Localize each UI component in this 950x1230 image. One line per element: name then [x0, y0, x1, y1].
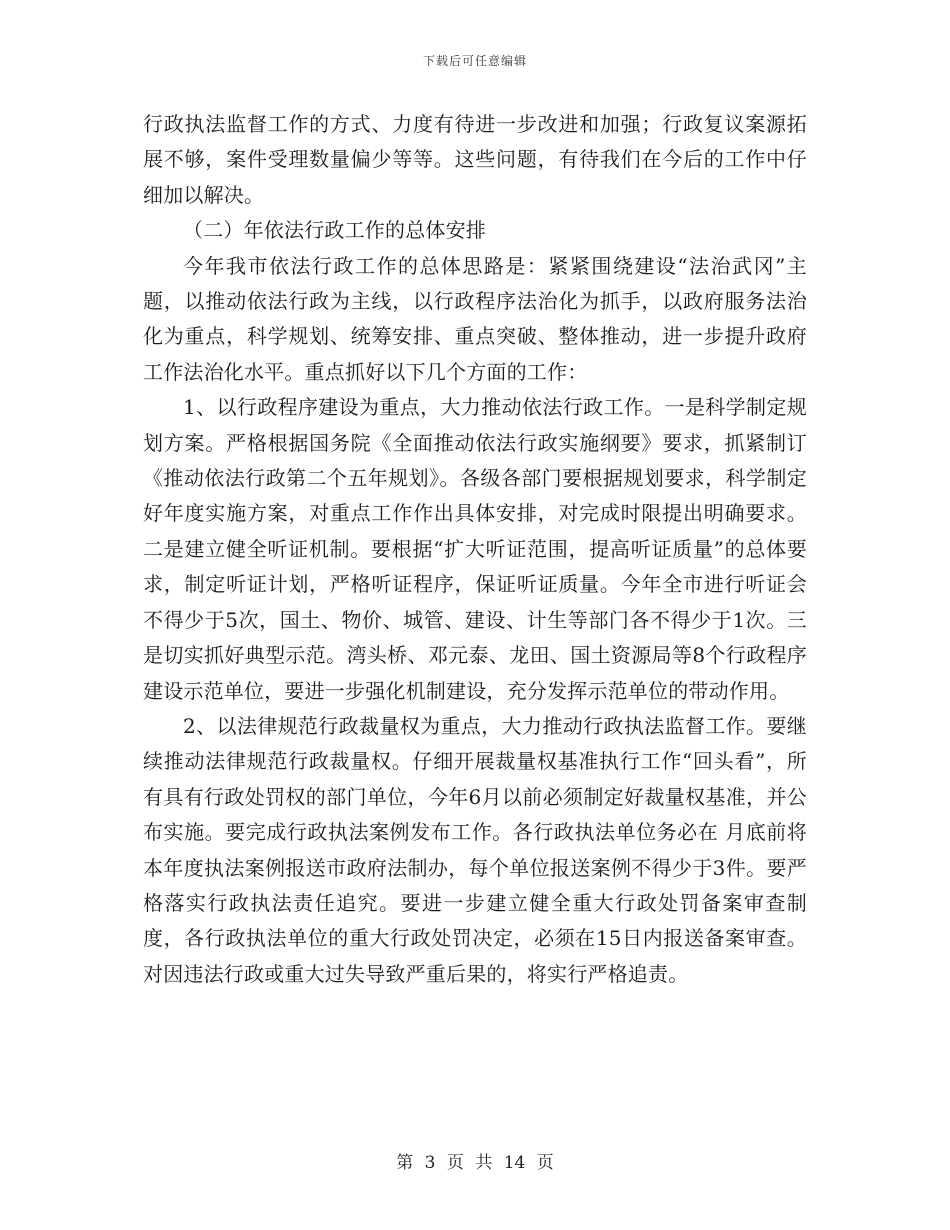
- page-header: 下载后可任意编辑: [422, 54, 527, 68]
- section-heading: （二）年依法行政工作的总体安排: [183, 218, 486, 243]
- document-body: [143, 107, 807, 992]
- paragraph-item-1: 1、以行政程序建设为重点，大力推动依法行政工作。一是科学制定规划方案。严格根据国务院《全面推动依法行政实施纲要》要求，抓紧制订《推动依法行政第二个五年规划》。各级各部门要根据规划要求，科学制定好年度实施方案，对重点工作作出具体安排，对完成时限提出明确要求。二是建立健全听证机制。要根据“扩大听证范围，提高听证质量”的总体要求，制定听证计划，严格听证程序，保证听证质量。今年全市进行听证会不得少于5次，国土、物价、城管、建设、计生等部门各不得少于1次。三是切实抓好典型示范。湾头桥、邓元泰、龙田、国土资源局等8个行政程序建设示范单位，要进一步强化机制建设，充分发挥示范单位的带动作用。: [143, 395, 807, 703]
- page-footer: 第 3 页 共 14 页: [396, 1153, 554, 1173]
- paragraph-item-2: 2、以法律规范行政裁量权为重点，大力推动行政执法监督工作。要继续推动法律规范行政裁量权。仔细开展裁量权基准执行工作“回头看”，所有具有行政处罚权的部门单位，今年6月以前必须制定好裁量权基准，并公布实施。要完成行政执法案例发布工作。各行政执法单位务必在 月底前将本年度执法案例报送市政府法制办，每个单位报送案例不得少于3件。要严格落实行政执法责任追究。要进一步建立健全重大行政处罚备案审查制度，各行政执法单位的重大行政处罚决定，必须在15日内报送备案审查。对因违法行政或重大过失导致严重后果的，将实行严格追责。: [143, 713, 807, 986]
- paragraph-overview: 今年我市依法行政工作的总体思路是：紧紧围绕建设“法治武冈”主题，以推动依法行政为主线，以行政程序法治化为抓手，以政府服务法治化为重点，科学规划、统筹安排、重点突破、整体推动，进一步提升政府工作法治化水平。重点抓好以下几个方面的工作：: [143, 253, 807, 384]
- paragraph-continuation: 行政执法监督工作的方式、力度有待进一步改进和加强；行政复议案源拓展不够，案件受理数量偏少等等。这些问题，有待我们在今后的工作中仔细加以解决。: [143, 112, 807, 207]
